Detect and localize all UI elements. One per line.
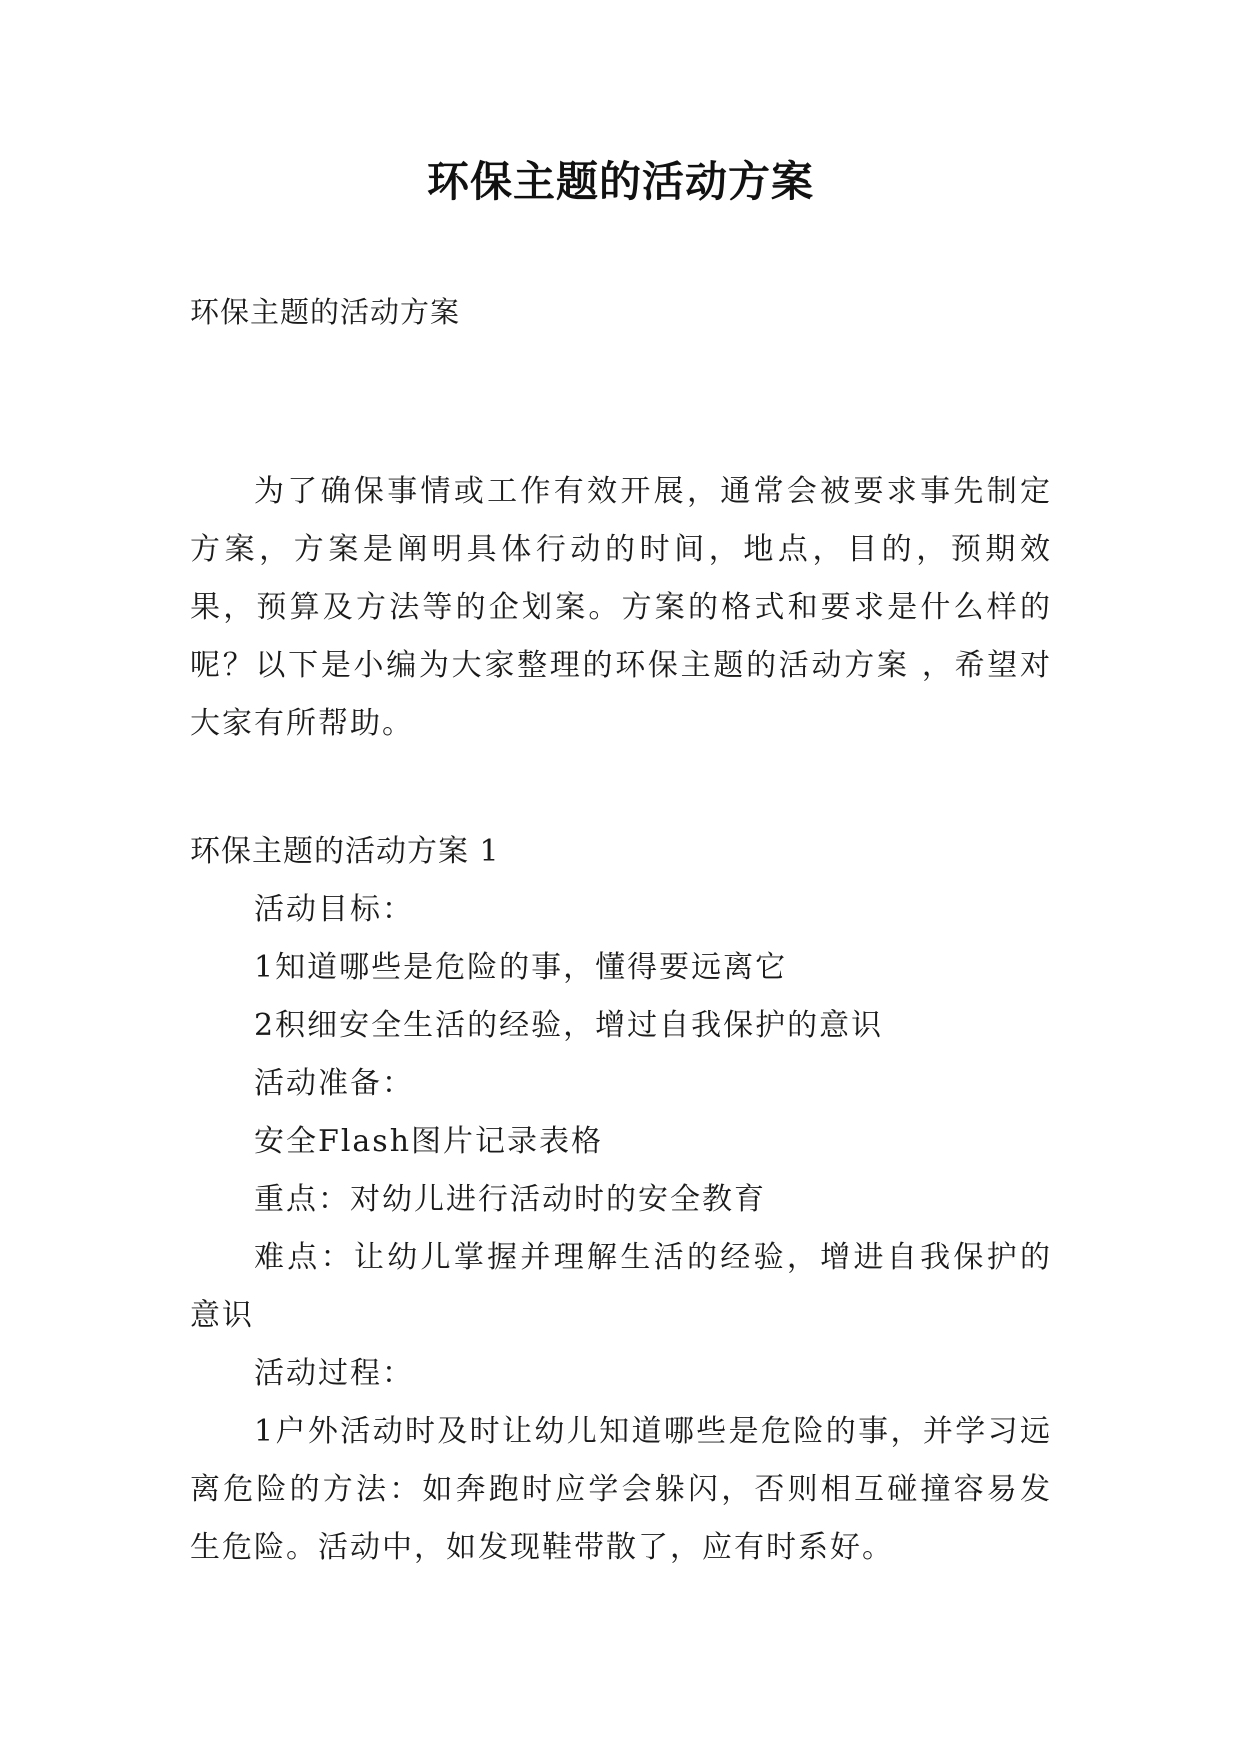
intro-paragraph: 为了确保事情或工作有效开展，通常会被要求事先制定方案，方案是阐明具体行动的时间，地点，目的，预期效果，预算及方法等的企划案。方案的格式和要求是什么样的呢？以下是小编为大家整理的环保主题的活动方案 ，希望对大家有所帮助。 [190,474,1052,741]
preparation-label: 活动准备： [254,1066,414,1101]
key-point: 重点：对幼儿进行活动时的安全教育 [254,1182,766,1217]
section-1 [190,823,1052,1577]
process-label: 活动过程： [254,1356,414,1391]
process-step-1: 1户外活动时及时让幼儿知道哪些是危险的事，并学习远离危险的方法：如奔跑时应学会躲闪，否则相互碰撞容易发生危险。活动中，如发现鞋带散了，应有时系好。 [190,1414,1052,1565]
section-heading: 环保主题的活动方案 1 [190,834,500,869]
goal-item-2: 2积细安全生活的经验，增过自我保护的意识 [254,1008,884,1043]
difficult-point: 难点：让幼儿掌握并理解生活的经验，增进自我保护的意识 [190,1240,1052,1333]
goal-item-1: 1知道哪些是危险的事，懂得要远离它 [254,950,788,985]
intro-section [190,463,1052,753]
document-title: 环保主题的活动方案 [426,157,814,206]
document-subtitle: 环保主题的活动方案 [190,295,461,329]
preparation-materials: 安全Flash图片记录表格 [254,1124,604,1159]
activity-goal-label: 活动目标： [254,892,414,927]
